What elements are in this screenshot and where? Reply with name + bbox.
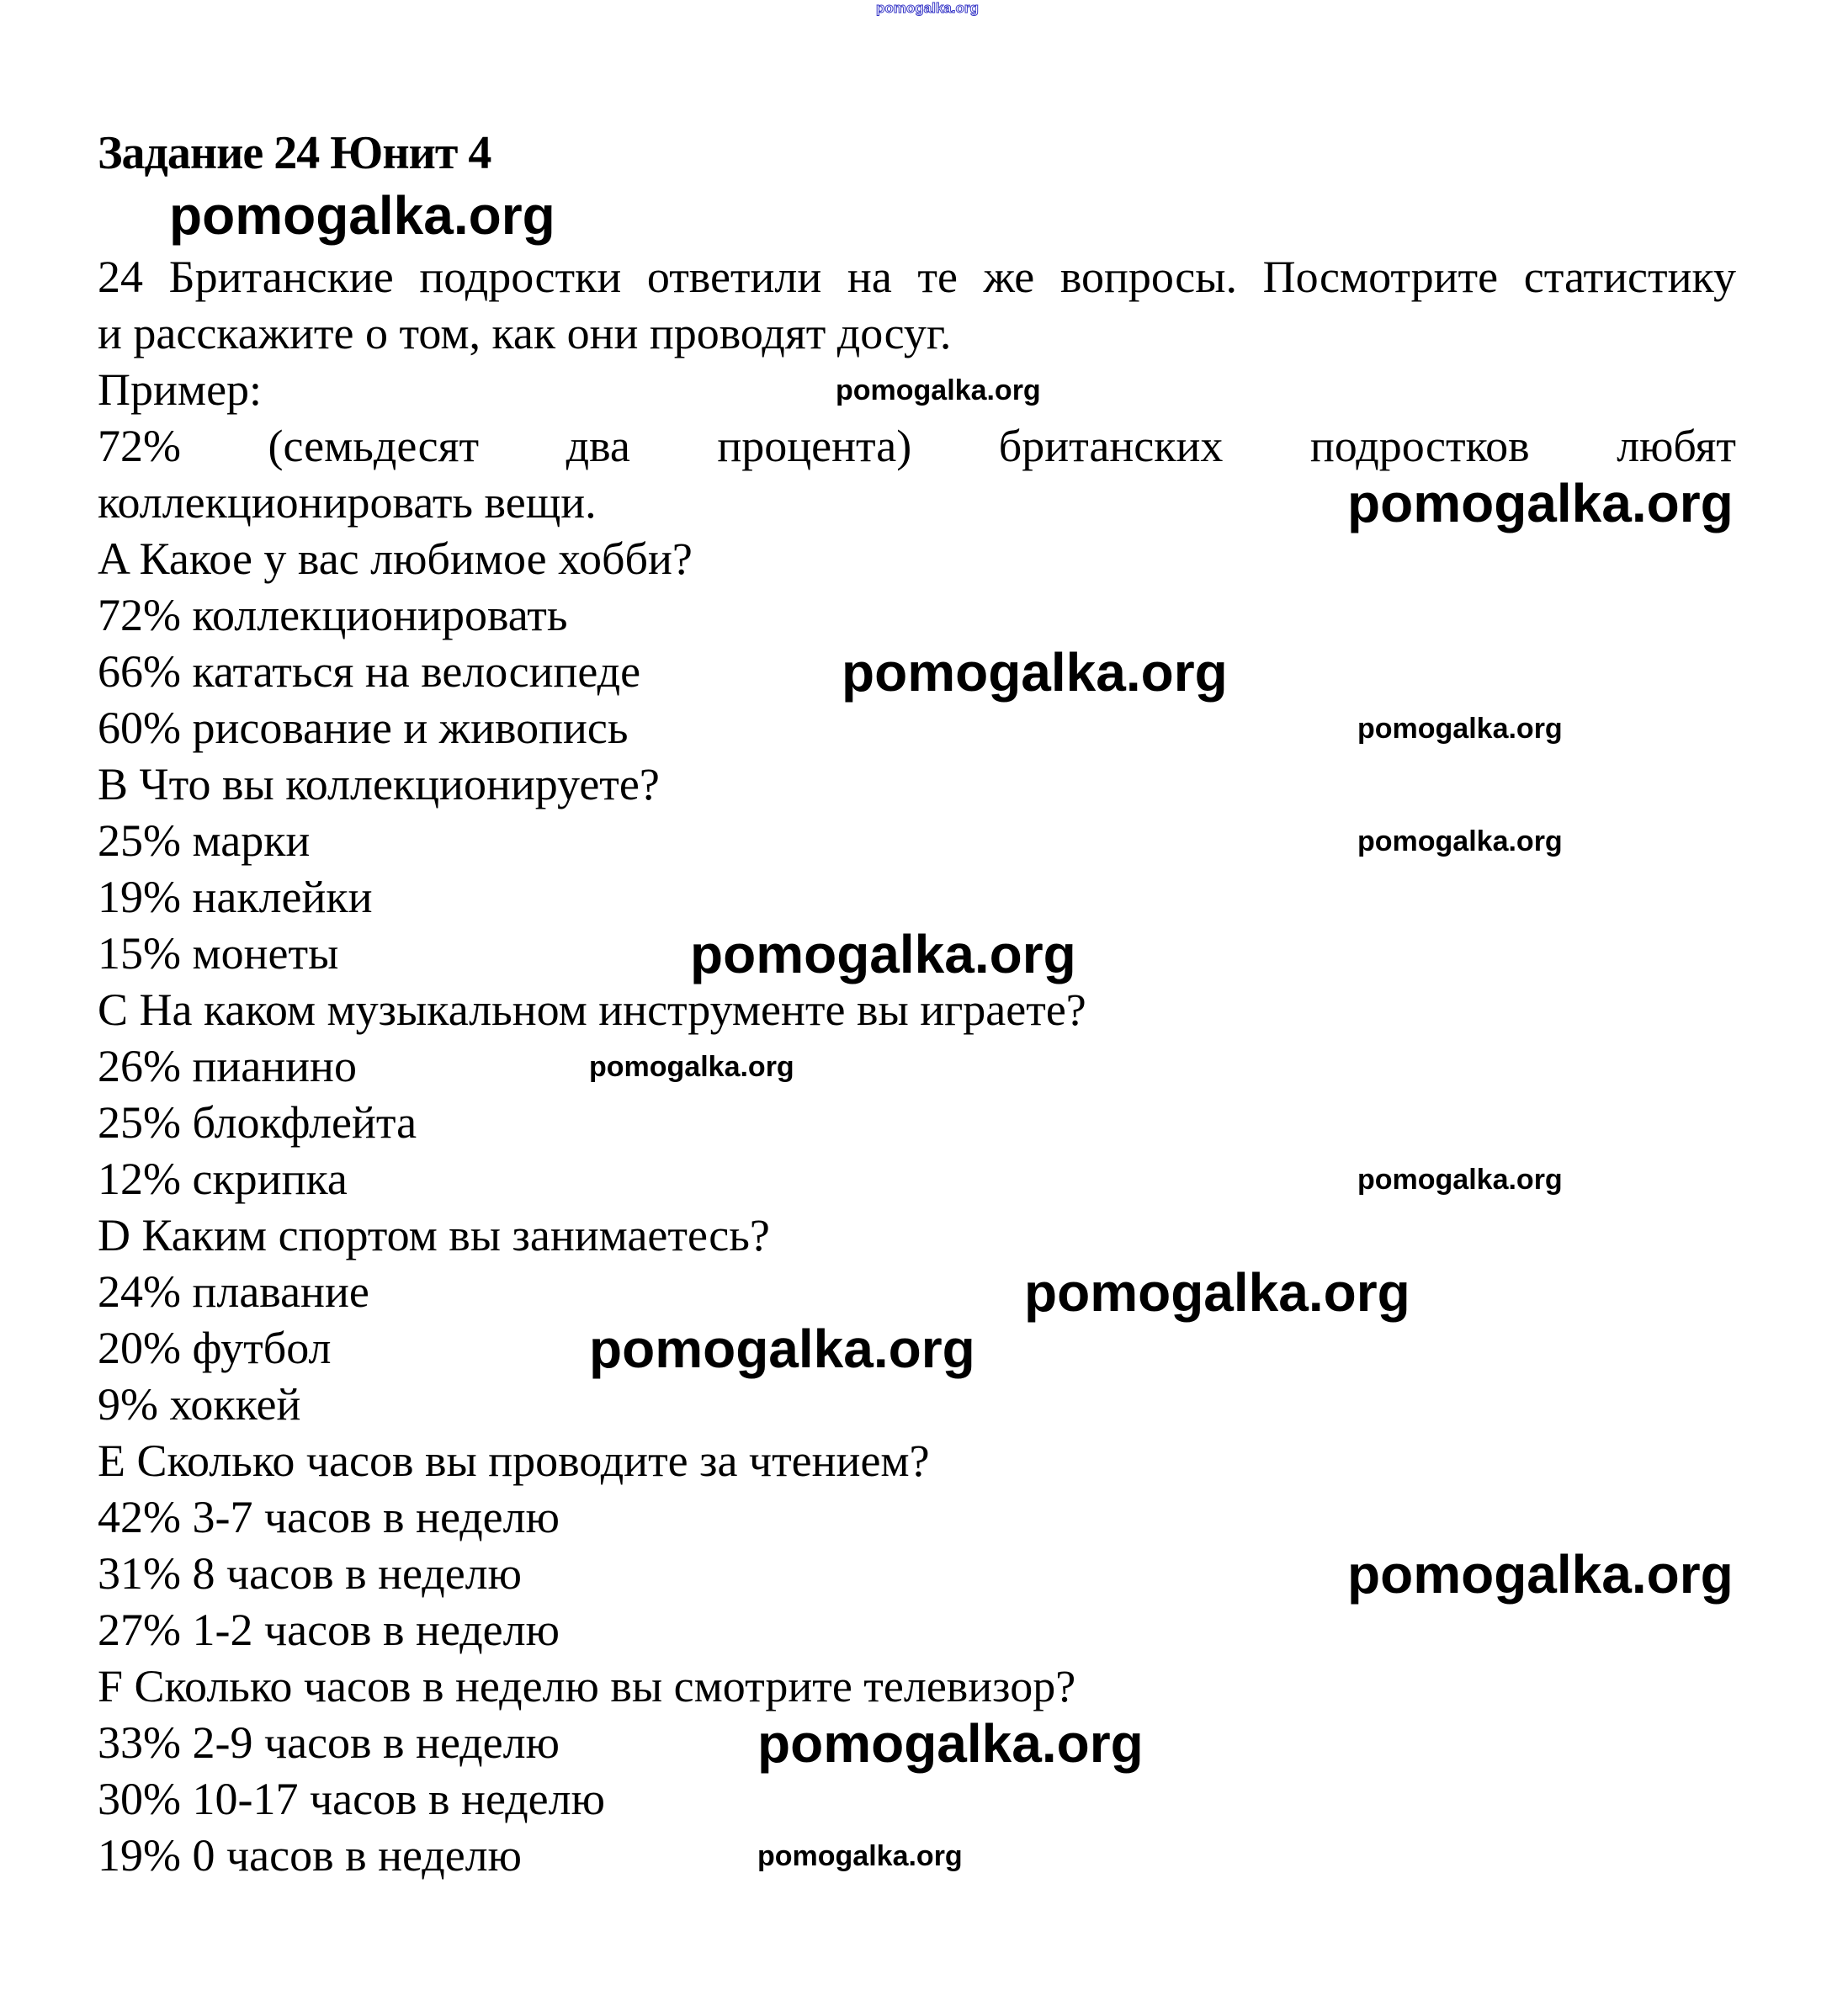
answer-item: 42% 3-7 часов в неделю [98, 1492, 560, 1542]
watermark: pomogalka.org [1357, 825, 1563, 857]
watermark: pomogalka.org [1347, 473, 1734, 533]
text-line: коллекционировать вещи. [98, 477, 597, 528]
question-e: E Сколько часов вы проводите за чтением? [98, 1435, 930, 1486]
watermark: pomogalka.org [1357, 713, 1563, 745]
answer-item: 27% 1-2 часов в неделю [98, 1605, 560, 1655]
text-line: 72% (семьдесят два процента) британских подростков любят [98, 421, 1736, 471]
text-line: и расскажите о том, как они проводят досуг. [98, 308, 952, 358]
answer-item: 26% пианино [98, 1041, 357, 1091]
watermark: pomogalka.org [836, 374, 1041, 406]
answer-item: 25% блокфлейта [98, 1097, 417, 1148]
watermark: pomogalka.org [1347, 1544, 1734, 1605]
watermark: pomogalka.org [757, 1840, 963, 1872]
answer-item: 31% 8 часов в неделю [98, 1548, 522, 1599]
answer-item: 12% скрипка [98, 1154, 348, 1204]
answer-item: 19% 0 часов в неделю [98, 1830, 522, 1881]
watermark: pomogalka.org [169, 185, 555, 246]
answer-item: 20% футбол [98, 1323, 332, 1373]
answer-item: 60% рисование и живопись [98, 703, 629, 753]
page-title: Задание 24 Юнит 4 [98, 127, 491, 179]
watermark-top: pomogalka.org [876, 0, 979, 16]
question-c: C На каком музыкальном инструменте вы играете? [98, 984, 1086, 1035]
text-line: 24 Британские подростки ответили на те же вопросы. Посмотрите статистику [98, 252, 1736, 302]
watermark: pomogalka.org [757, 1713, 1144, 1774]
answer-item: 19% наклейки [98, 872, 373, 922]
watermark: pomogalka.org [842, 642, 1228, 703]
answer-item: 9% хоккей [98, 1379, 301, 1430]
question-b: B Что вы коллекционируете? [98, 759, 660, 809]
watermark: pomogalka.org [1357, 1164, 1563, 1196]
text-line: Пример: [98, 364, 263, 415]
question-f: F Сколько часов в неделю вы смотрите телевизор? [98, 1661, 1076, 1711]
answer-item: 30% 10-17 часов в неделю [98, 1774, 605, 1824]
watermark: pomogalka.org [1024, 1262, 1410, 1323]
question-a: A Какое у вас любимое хобби? [98, 533, 693, 584]
answer-item: 24% плавание [98, 1266, 369, 1317]
answer-item: 72% коллекционировать [98, 590, 568, 640]
answer-item: 25% марки [98, 815, 311, 866]
watermark: pomogalka.org [589, 1051, 794, 1083]
answer-item: 66% кататься на велосипеде [98, 646, 641, 697]
question-d: D Каким спортом вы занимаетесь? [98, 1210, 770, 1260]
watermark: pomogalka.org [690, 924, 1076, 984]
answer-item: 33% 2-9 часов в неделю [98, 1717, 560, 1768]
answer-item: 15% монеты [98, 928, 339, 979]
watermark: pomogalka.org [589, 1319, 975, 1379]
